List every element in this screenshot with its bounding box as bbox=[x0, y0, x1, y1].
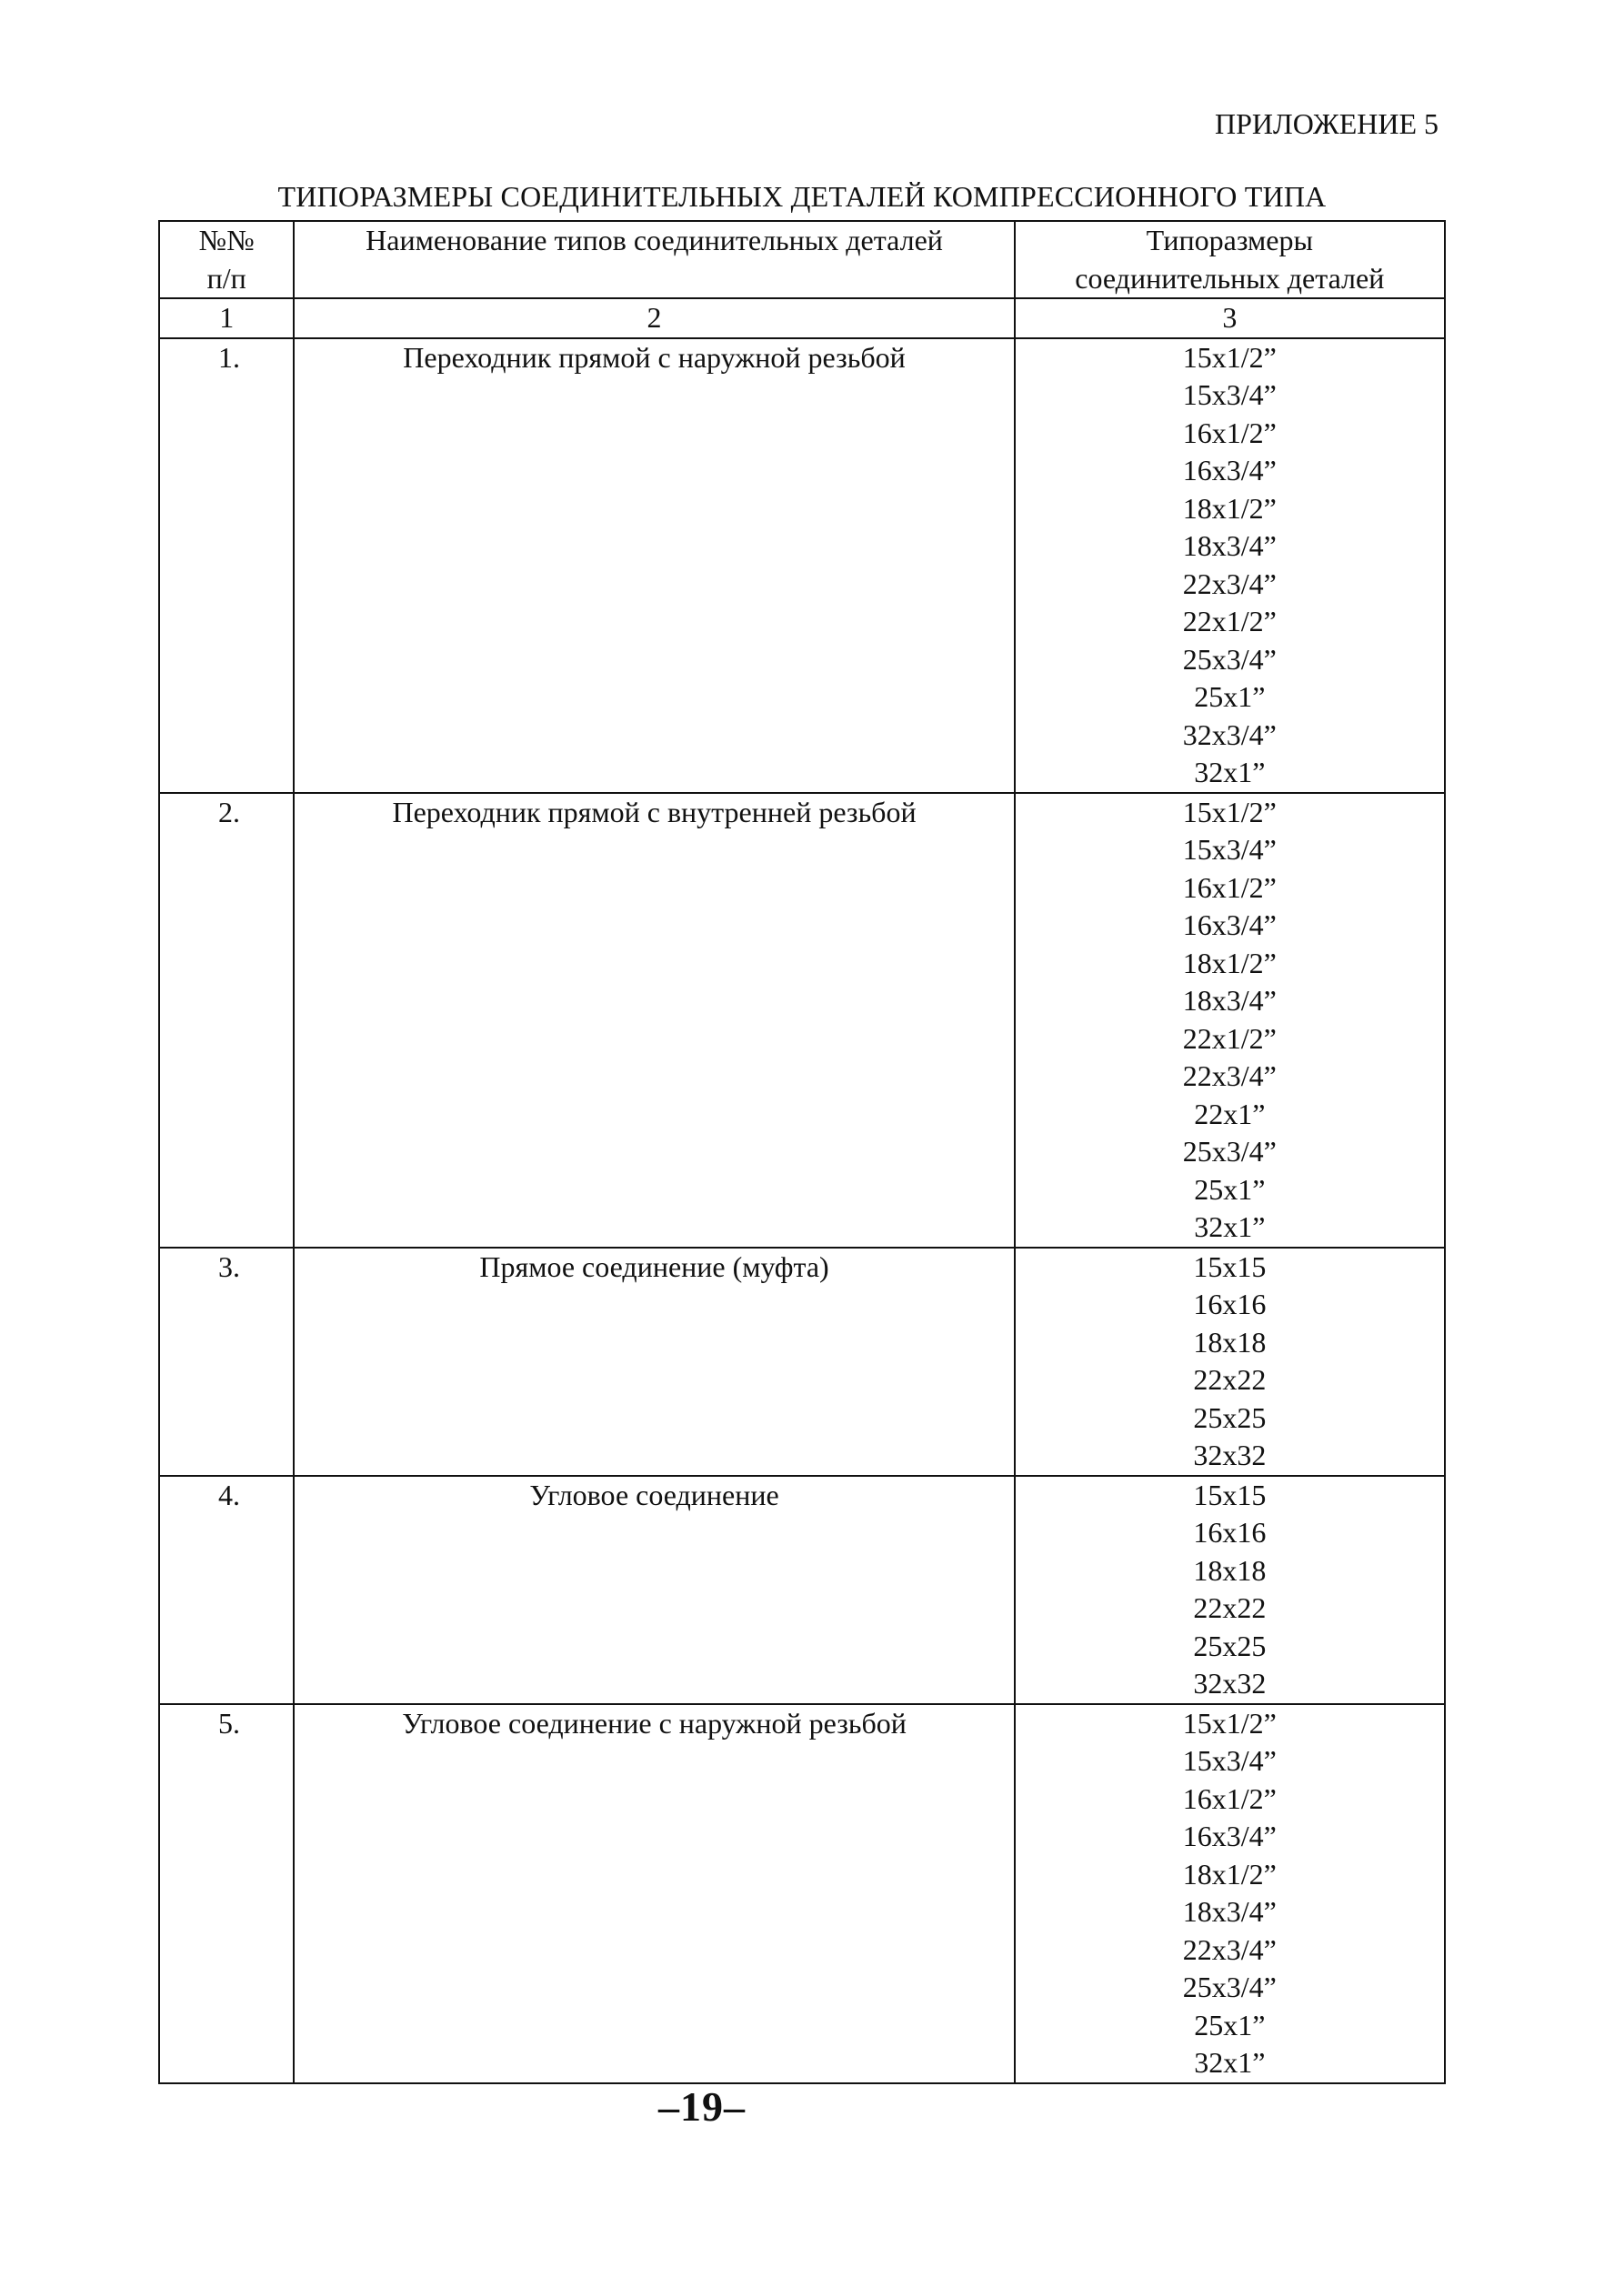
fitting-size: 32x1” bbox=[1194, 2046, 1266, 2079]
fitting-size: 22x22 bbox=[1193, 1591, 1267, 1624]
fitting-size: 16x3/4” bbox=[1182, 1820, 1277, 1852]
fitting-size: 32x32 bbox=[1193, 1667, 1267, 1700]
fitting-type-name: Переходник прямой с наружной резьбой bbox=[294, 338, 1014, 793]
fitting-size: 16x3/4” bbox=[1182, 908, 1277, 941]
fitting-size: 16x16 bbox=[1193, 1288, 1267, 1320]
table-row bbox=[159, 338, 1445, 793]
fitting-type-name: Прямое соединение (муфта) bbox=[294, 1248, 1014, 1476]
fitting-size: 16x1/2” bbox=[1182, 870, 1277, 904]
fitting-size: 32x32 bbox=[1193, 1439, 1267, 1471]
fitting-size: 22x3/4” bbox=[1182, 1059, 1277, 1092]
fitting-size: 25x1” bbox=[1194, 2008, 1266, 2041]
fitting-size: 18x1/2” bbox=[1182, 946, 1277, 979]
fitting-size: 16x3/4” bbox=[1182, 454, 1277, 486]
row-number: 2. bbox=[159, 793, 294, 1248]
column-number-1: 1 bbox=[159, 298, 294, 338]
header-col-sizes bbox=[1015, 221, 1445, 298]
fitting-size: 18x18 bbox=[1193, 1553, 1267, 1587]
fitting-size: 32x3/4” bbox=[1182, 717, 1277, 751]
page-number: –19– bbox=[658, 2083, 746, 2130]
fitting-size: 18x3/4” bbox=[1182, 1895, 1277, 1928]
fitting-size: 25x1” bbox=[1194, 680, 1266, 713]
row-number: 5. bbox=[159, 1704, 294, 2083]
fitting-size: 18x3/4” bbox=[1182, 984, 1277, 1017]
table-row bbox=[159, 1704, 1445, 2083]
appendix-label: ПРИЛОЖЕНИЕ 5 bbox=[1214, 107, 1439, 140]
fittings-table bbox=[158, 220, 1446, 2084]
fitting-sizes bbox=[1015, 1248, 1445, 1476]
fitting-size: 15x1/2” bbox=[1182, 340, 1277, 374]
fitting-size: 18x3/4” bbox=[1182, 529, 1277, 562]
fitting-size: 22x22 bbox=[1193, 1363, 1267, 1396]
fitting-size: 15x1/2” bbox=[1182, 795, 1277, 828]
fitting-size: 15x15 bbox=[1193, 1478, 1267, 1511]
row-number: 1. bbox=[159, 338, 294, 793]
header-col-number bbox=[159, 221, 294, 298]
fitting-sizes bbox=[1015, 338, 1445, 793]
fitting-size: 22x1/2” bbox=[1182, 605, 1277, 637]
fitting-size: 32x1” bbox=[1194, 1210, 1266, 1243]
header-col-number-line1: №№ bbox=[198, 224, 255, 256]
header-col-name: Наименование типов соединительных деталей bbox=[294, 221, 1014, 298]
column-number-row bbox=[159, 298, 1445, 338]
fitting-sizes bbox=[1015, 1704, 1445, 2083]
fitting-size: 25x1” bbox=[1194, 1172, 1266, 1206]
fitting-size: 15x3/4” bbox=[1182, 833, 1277, 866]
fitting-sizes bbox=[1015, 793, 1445, 1248]
fitting-size: 15x15 bbox=[1193, 1249, 1267, 1283]
row-number: 3. bbox=[159, 1248, 294, 1476]
header-col-sizes-line1: Типоразмеры bbox=[1146, 224, 1313, 256]
fitting-size: 18x1/2” bbox=[1182, 491, 1277, 525]
fitting-size: 16x1/2” bbox=[1182, 416, 1277, 449]
fitting-size: 18x18 bbox=[1193, 1325, 1267, 1359]
column-number-2: 2 bbox=[294, 298, 1014, 338]
fitting-size: 25x3/4” bbox=[1182, 642, 1277, 676]
fitting-size: 22x1/2” bbox=[1182, 1021, 1277, 1055]
fitting-size: 25x3/4” bbox=[1182, 1971, 1277, 2003]
fitting-size: 15x3/4” bbox=[1182, 378, 1277, 411]
fitting-size: 25x25 bbox=[1193, 1629, 1267, 1662]
fitting-size: 22x3/4” bbox=[1182, 567, 1277, 600]
table-row bbox=[159, 793, 1445, 1248]
table-row bbox=[159, 1248, 1445, 1476]
fitting-type-name: Угловое соединение bbox=[294, 1476, 1014, 1704]
fitting-size: 32x1” bbox=[1194, 756, 1266, 788]
fitting-size: 16x1/2” bbox=[1182, 1781, 1277, 1815]
fitting-size: 18x1/2” bbox=[1182, 1857, 1277, 1891]
fitting-type-name: Переходник прямой с внутренней резьбой bbox=[294, 793, 1014, 1248]
fitting-size: 25x3/4” bbox=[1182, 1135, 1277, 1168]
fitting-type-name: Угловое соединение с наружной резьбой bbox=[294, 1704, 1014, 2083]
document-title: ТИПОРАЗМЕРЫ СОЕДИНИТЕЛЬНЫХ ДЕТАЛЕЙ КОМПРЕССИОННОГО ТИПА bbox=[277, 180, 1327, 213]
header-col-number-line2: п/п bbox=[206, 261, 246, 295]
fitting-size: 22x3/4” bbox=[1182, 1932, 1277, 1966]
fitting-size: 15x3/4” bbox=[1182, 1744, 1277, 1777]
table-row bbox=[159, 1476, 1445, 1704]
header-col-sizes-line2: соединительных деталей bbox=[1075, 261, 1385, 295]
column-number-3: 3 bbox=[1015, 298, 1445, 338]
fitting-size: 25x25 bbox=[1193, 1400, 1267, 1434]
table-body bbox=[159, 338, 1445, 2083]
row-number: 4. bbox=[159, 1476, 294, 1704]
table-header-row bbox=[159, 221, 1445, 298]
fitting-size: 16x16 bbox=[1193, 1516, 1267, 1549]
fitting-sizes bbox=[1015, 1476, 1445, 1704]
fitting-size: 15x1/2” bbox=[1182, 1706, 1277, 1740]
fitting-size: 22x1” bbox=[1194, 1097, 1266, 1130]
